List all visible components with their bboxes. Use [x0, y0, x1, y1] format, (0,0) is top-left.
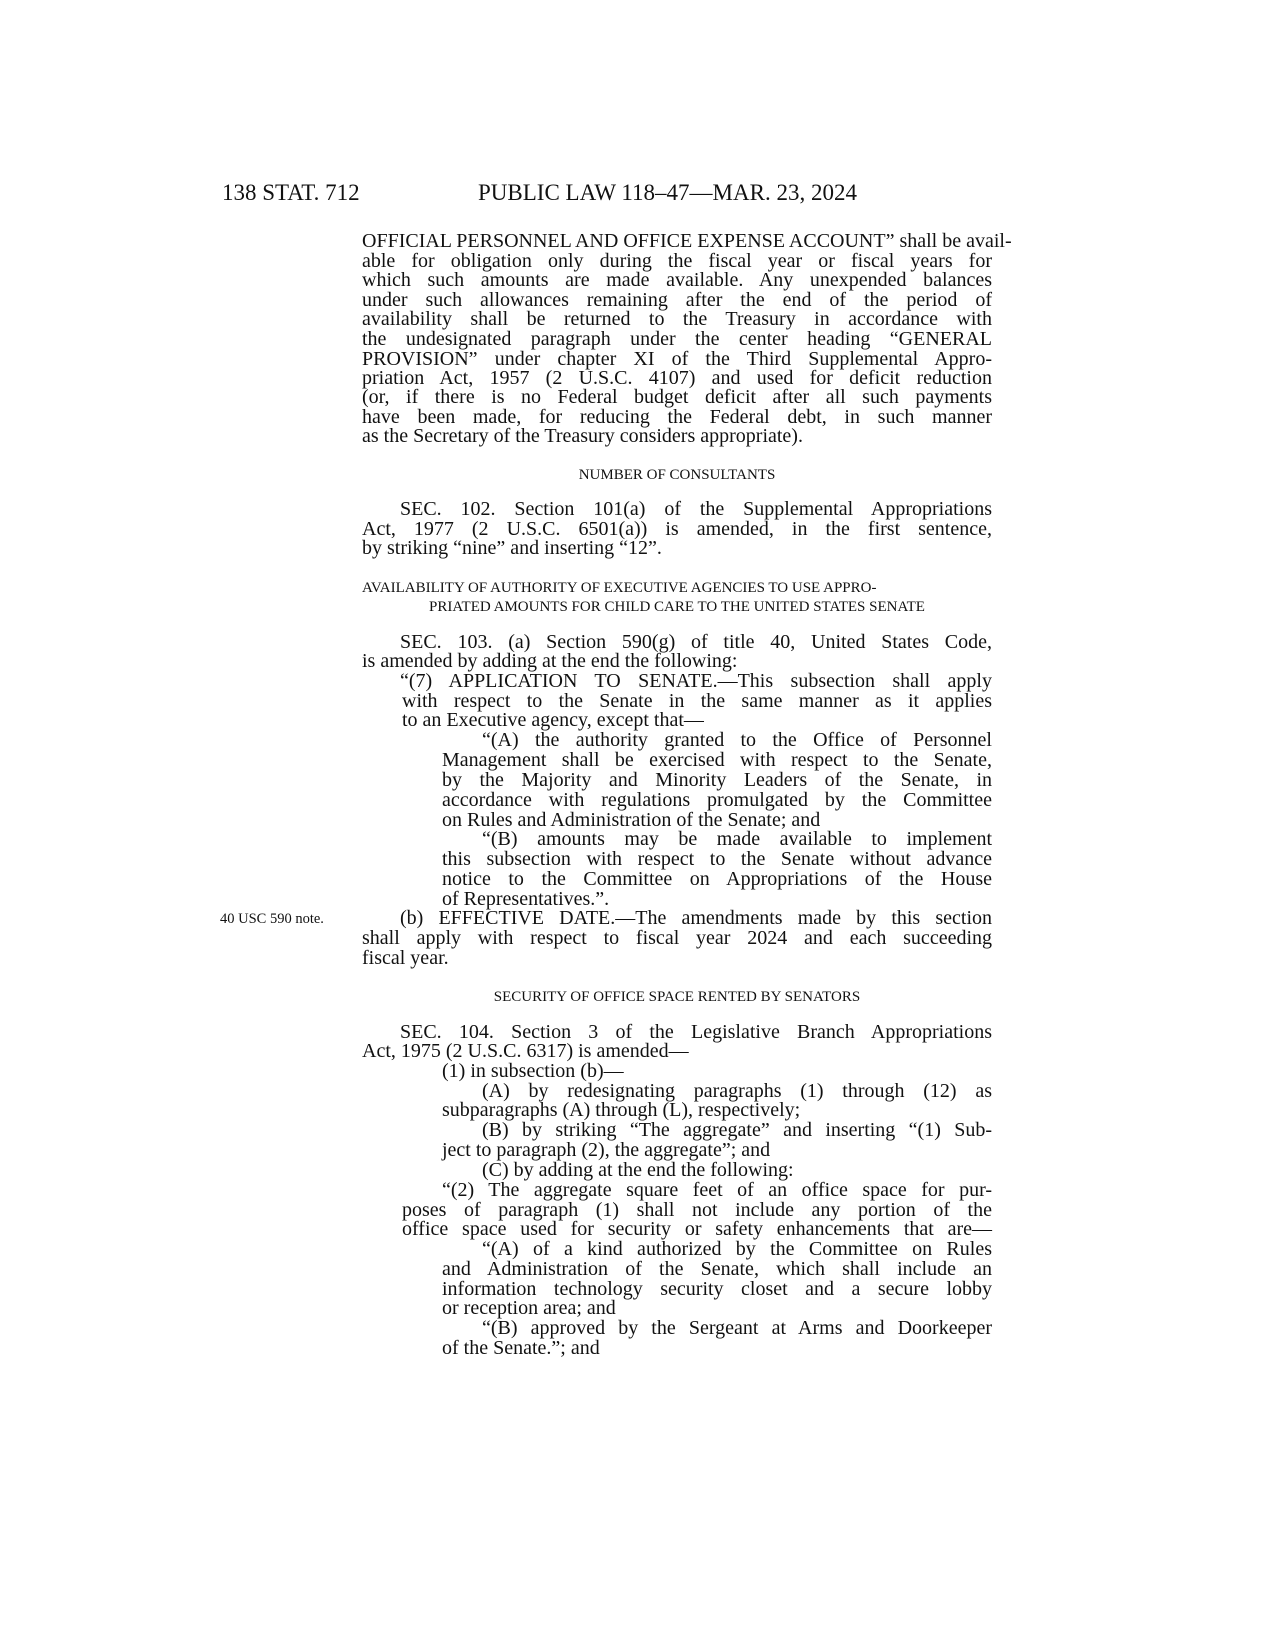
running-header-title: PUBLIC LAW 118–47—MAR. 23, 2024 — [478, 180, 857, 205]
text-line: or reception area; and — [442, 1297, 616, 1319]
text-line: (or, if there is no Federal budget deficit after all such payments — [362, 386, 992, 408]
text-line: information technology security closet and a secure lobby — [442, 1278, 992, 1300]
text-line: of Representatives.”. — [442, 888, 610, 910]
text-line: of the Senate.”; and — [442, 1337, 600, 1359]
text-line: (b) EFFECTIVE DATE.—The amendments made by this section — [400, 907, 992, 929]
text-line: priation Act, 1957 (2 U.S.C. 4107) and used for deficit reduction — [362, 367, 992, 389]
text-line: SEC. 102. Section 101(a) of the Supplemental Appropriations — [400, 498, 992, 520]
text-line: as the Secretary of the Treasury considers appropriate). — [362, 425, 803, 447]
text-line: poses of paragraph (1) shall not include any portion of the — [402, 1199, 992, 1221]
text-line: Management shall be exercised with respect to the Senate, — [442, 749, 992, 771]
text-line: (1) in subsection (b)— — [442, 1060, 624, 1082]
text-line: Act, 1977 (2 U.S.C. 6501(a)) is amended, in the first sentence, — [362, 518, 992, 540]
text-line: with respect to the Senate in the same manner as it applies — [402, 690, 992, 712]
text-line: Act, 1975 (2 U.S.C. 6317) is amended— — [362, 1040, 689, 1062]
text-line: and Administration of the Senate, which shall include an — [442, 1258, 992, 1280]
text-line: “(A) of a kind authorized by the Committee on Rules — [482, 1238, 992, 1260]
text-line: on Rules and Administration of the Senate; and — [442, 809, 821, 831]
text-line: “(A) the authority granted to the Office of Personnel — [482, 729, 992, 751]
text-line: (C) by adding at the end the following: — [482, 1159, 794, 1181]
text-line: have been made, for reducing the Federal debt, in such manner — [362, 406, 992, 428]
text-line: which such amounts are made available. Any unexpended balances — [362, 269, 992, 291]
section-heading-line: PRIATED AMOUNTS FOR CHILD CARE TO THE UNITED STATES SENATE — [429, 599, 925, 615]
text-line: is amended by adding at the end the following: — [362, 650, 738, 672]
text-line: accordance with regulations promulgated by the Committee — [442, 789, 992, 811]
text-line: able for obligation only during the fiscal year or fiscal years for — [362, 250, 992, 272]
text-line: under such allowances remaining after the end of the period of — [362, 289, 992, 311]
text-line: “(B) approved by the Sergeant at Arms and Doorkeeper — [482, 1317, 992, 1339]
text-line: “(2) The aggregate square feet of an office space for pur- — [442, 1179, 992, 1201]
text-line: shall apply with respect to fiscal year 2024 and each succeeding — [362, 927, 992, 949]
text-line: by striking “nine” and inserting “12”. — [362, 537, 662, 559]
text-line: OFFICIAL PERSONNEL AND OFFICE EXPENSE ACCOUNT” shall be avail- — [362, 230, 1012, 252]
text-line: (B) by striking “The aggregate” and inserting “(1) Sub- — [482, 1119, 992, 1141]
text-line: this subsection with respect to the Senate without advance — [442, 848, 992, 870]
section-heading-line: AVAILABILITY OF AUTHORITY OF EXECUTIVE AGENCIES TO USE APPRO- — [362, 580, 877, 596]
text-line: office space used for security or safety enhancements that are— — [402, 1218, 992, 1240]
text-line: “(B) amounts may be made available to implement — [482, 828, 992, 850]
text-line: availability shall be returned to the Treasury in accordance with — [362, 308, 992, 330]
text-line: “(7) APPLICATION TO SENATE.—This subsection shall apply — [400, 670, 992, 692]
text-line: notice to the Committee on Appropriations of the House — [442, 868, 992, 890]
text-line: SEC. 104. Section 3 of the Legislative Branch Appropriations — [400, 1021, 992, 1043]
text-line: PROVISION” under chapter XI of the Third Supplemental Appro- — [362, 348, 992, 370]
section-heading-line: NUMBER OF CONSULTANTS — [578, 467, 776, 483]
text-line: ject to paragraph (2), the aggregate”; and — [442, 1139, 771, 1161]
text-line: by the Majority and Minority Leaders of the Senate, in — [442, 769, 992, 791]
text-line: to an Executive agency, except that— — [402, 709, 704, 731]
text-line: SEC. 103. (a) Section 590(g) of title 40, United States Code, — [400, 631, 992, 653]
text-line: (A) by redesignating paragraphs (1) through (12) as — [482, 1080, 992, 1102]
margin-note: 40 USC 590 note. — [220, 911, 324, 927]
page-reference: 138 STAT. 712 — [222, 180, 360, 205]
text-line: fiscal year. — [362, 947, 449, 969]
text-line: the undesignated paragraph under the center heading “GENERAL — [362, 328, 992, 350]
text-line: subparagraphs (A) through (L), respectively; — [442, 1099, 801, 1121]
section-heading-line: SECURITY OF OFFICE SPACE RENTED BY SENATORS — [493, 989, 861, 1005]
